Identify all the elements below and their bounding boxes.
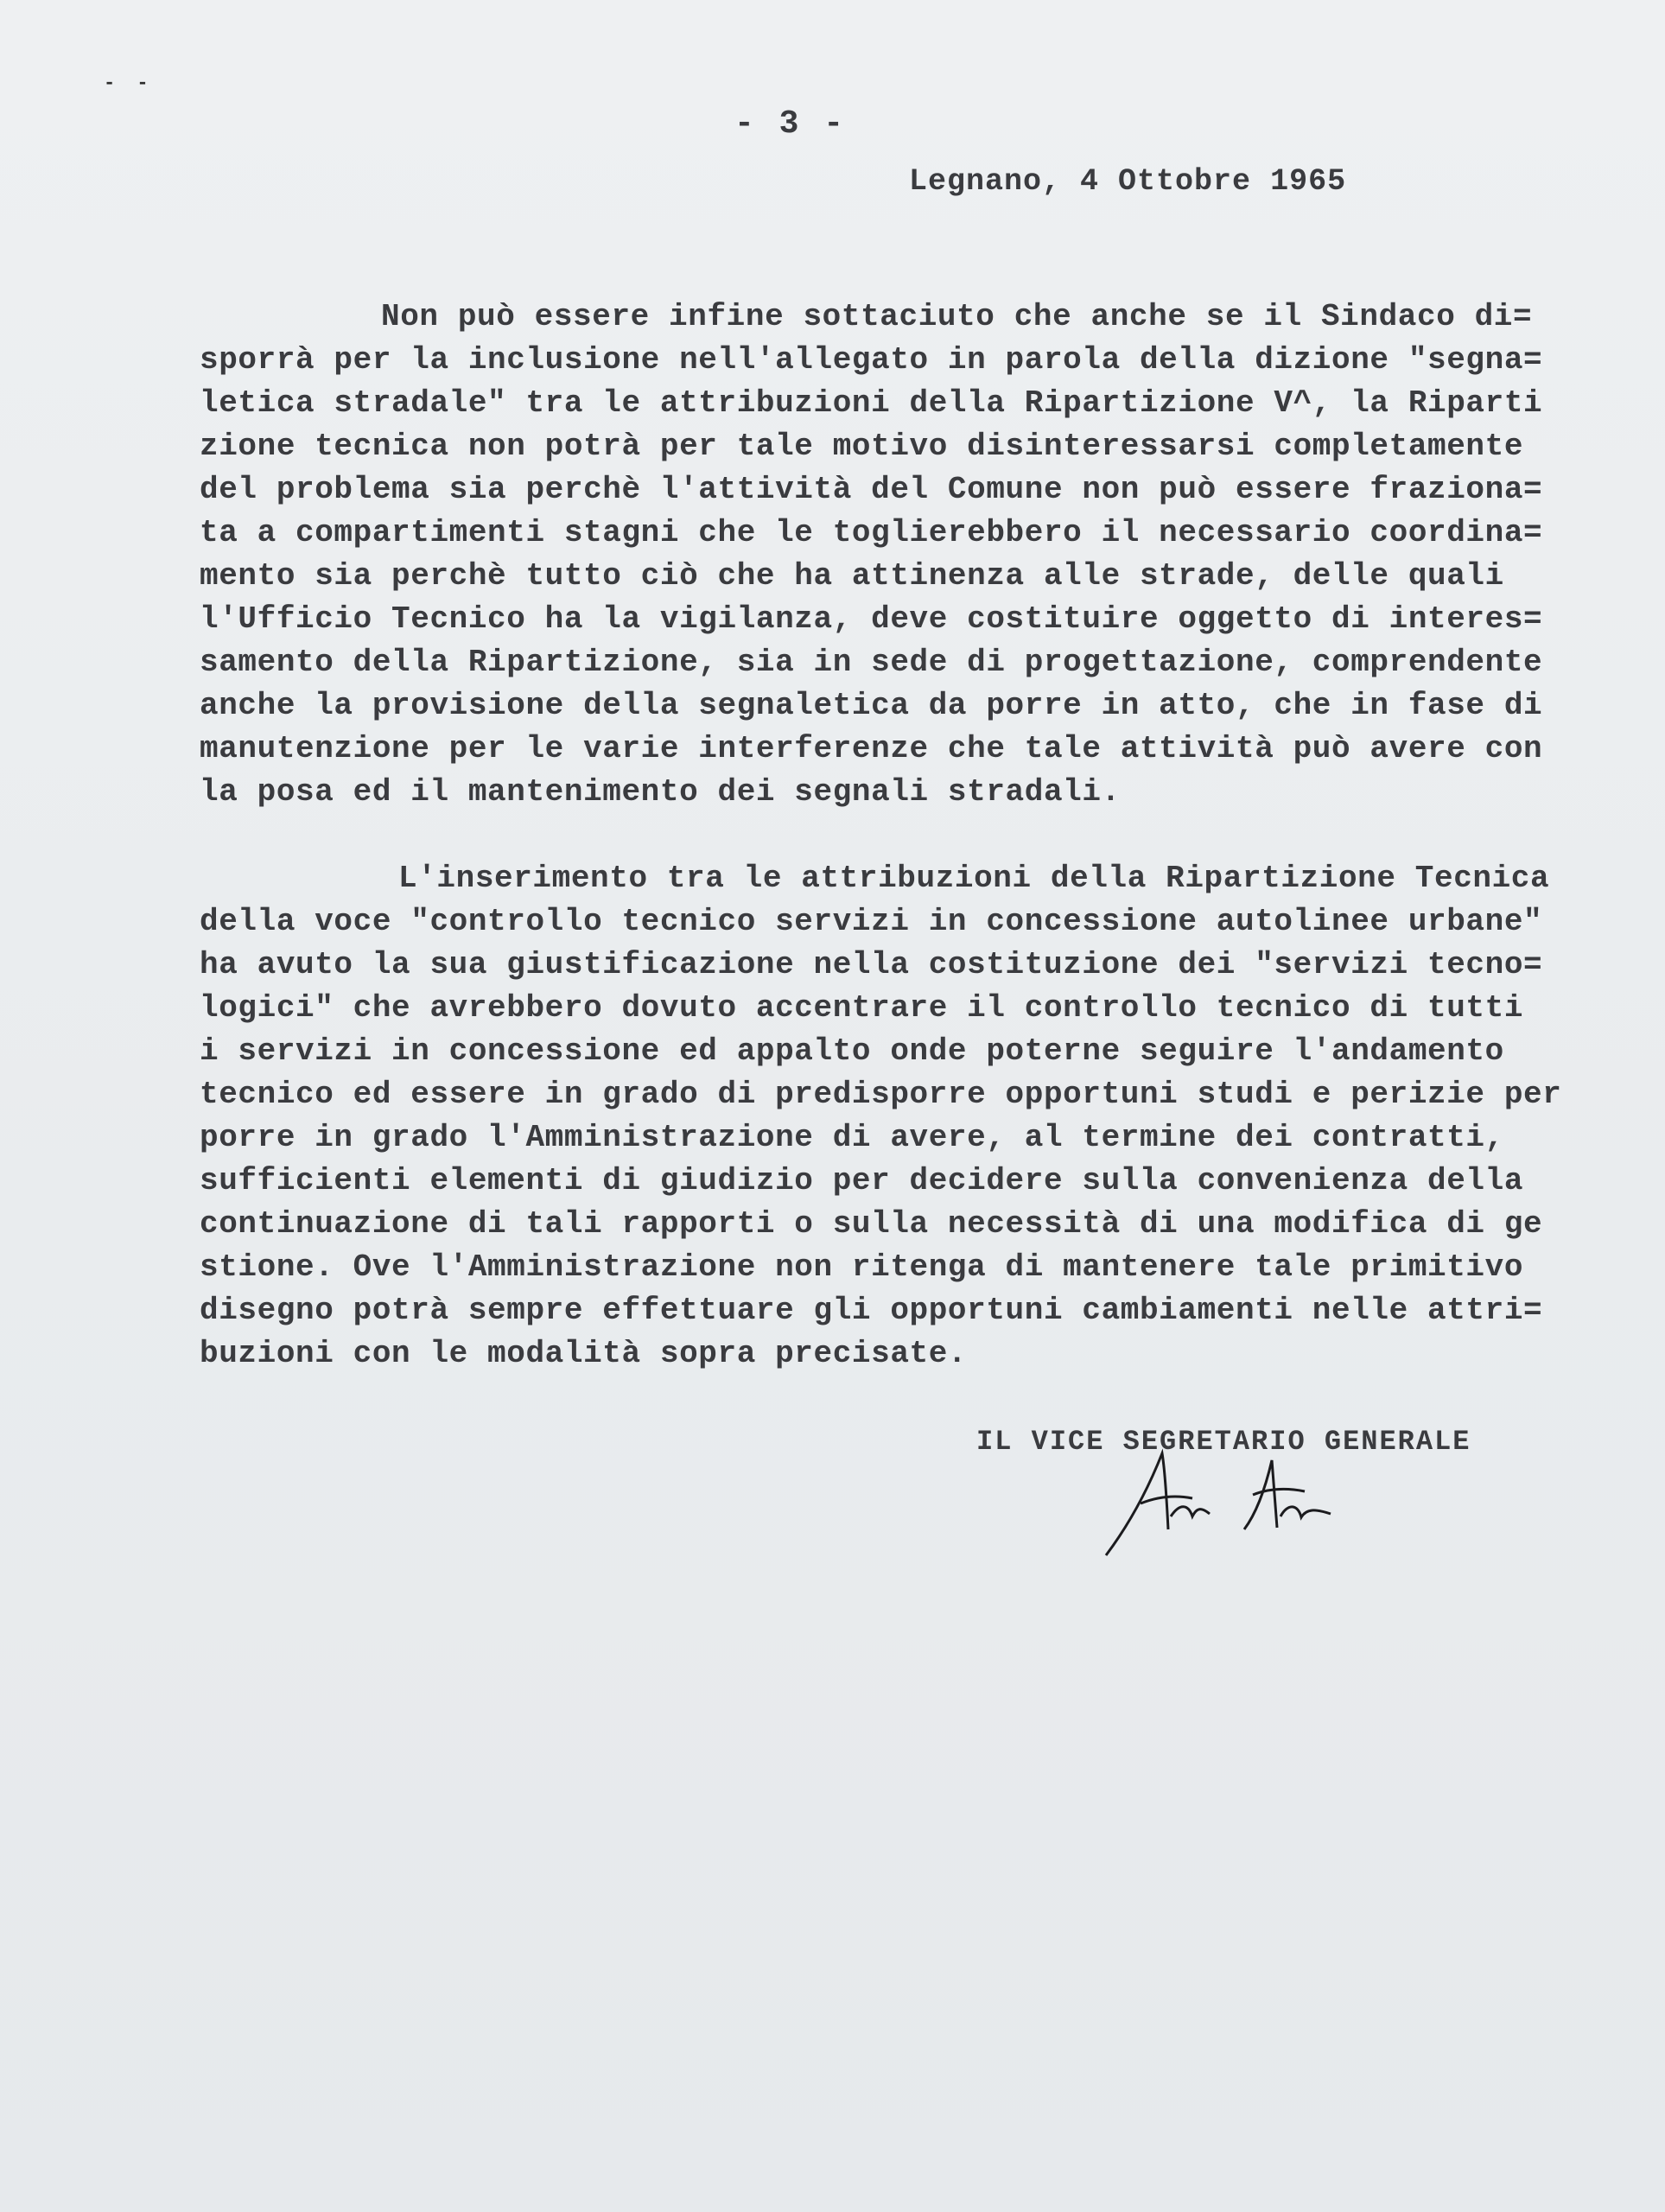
text-line: continuazione di tali rapporti o sulla necessità di una modifica di ge [200, 1206, 1543, 1242]
place-date: Legnano, 4 Ottobre 1965 [909, 164, 1347, 199]
letter-body [200, 296, 1562, 1419]
text-line: della voce "controllo tecnico servizi in concessione autolinee urbane" [200, 904, 1543, 939]
text-line: anche la provisione della segnaletica da porre in atto, che in fase di [200, 688, 1543, 723]
signature-block [976, 1426, 1512, 1564]
paragraph-1 [200, 296, 1543, 814]
text-line: manutenzione per le varie interferenze che tale attività può avere con [200, 731, 1543, 766]
text-line: ha avuto la sua giustificazione nella costituzione dei "servizi tecno= [200, 947, 1543, 982]
text-line: buzioni con le modalità sopra precisate. [200, 1336, 968, 1371]
text-line: Non può essere infine sottaciuto che anche se il Sindaco di= [381, 299, 1533, 334]
text-line: porre in grado l'Amministrazione di avere, al termine dei contratti, [200, 1120, 1504, 1155]
text-line: zione tecnica non potrà per tale motivo disinteressarsi completamente [200, 429, 1524, 464]
text-line: i servizi in concessione ed appalto onde poterne seguire l'andamento [200, 1033, 1504, 1069]
text-line: l'Ufficio Tecnico ha la vigilanza, deve costituire oggetto di interes= [200, 601, 1543, 637]
text-line: tecnico ed essere in grado di predisporre opportuni studi e perizie per [200, 1077, 1562, 1112]
text-line: sufficienti elementi di giudizio per decidere sulla convenienza della [200, 1163, 1524, 1198]
text-line: disegno potrà sempre effettuare gli opportuni cambiamenti nelle attri= [200, 1293, 1543, 1328]
handwritten-signature [1080, 1434, 1478, 1564]
paragraph-2 [200, 857, 1562, 1376]
text-line: la posa ed il mantenimento dei segnali stradali. [200, 774, 1121, 810]
text-line: ta a compartimenti stagni che le toglierebbero il necessario coordina= [200, 515, 1543, 550]
page-number: - 3 - [734, 105, 847, 143]
signature-title: IL VICE SEGRETARIO GENERALE [976, 1426, 1471, 1458]
text-line: L'inserimento tra le attribuzioni della Ripartizione Tecnica [398, 861, 1550, 896]
text-line: sporrà per la inclusione nell'allegato in parola della dizione "segna= [200, 342, 1543, 378]
text-line: logici" che avrebbero dovuto accentrare il controllo tecnico di tutti [200, 990, 1524, 1026]
text-line: stione. Ove l'Amministrazione non ritenga di mantenere tale primitivo [200, 1249, 1524, 1285]
corner-mark: - - [104, 73, 154, 94]
text-line: mento sia perchè tutto ciò che ha attinenza alle strade, delle quali [200, 558, 1504, 594]
text-line: samento della Ripartizione, sia in sede di progettazione, comprendente [200, 645, 1543, 680]
text-line: del problema sia perchè l'attività del Comune non può essere fraziona= [200, 472, 1543, 507]
text-line: letica stradale" tra le attribuzioni della Ripartizione V^, la Riparti [200, 385, 1543, 421]
